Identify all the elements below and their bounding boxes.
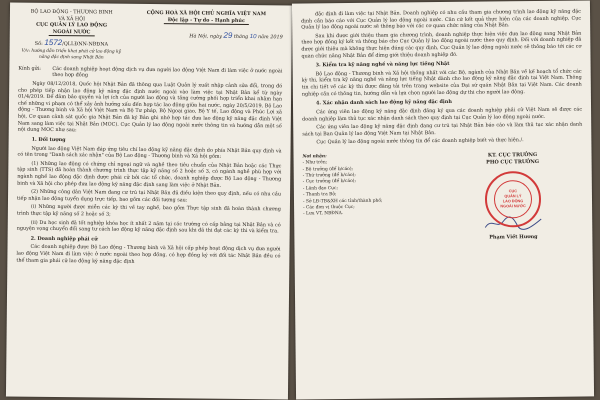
recipient-item: - Thanh tra Bộ;	[302, 192, 337, 198]
list-item: (ii) Du học sinh đã tốt nghiệp khóa học ít nhất 2 năm tại các trường có cấp bằng tại Nhật Bản và có nguyện vọng chuyển đổi sang tư cách lao động kỹ năng đặc định sau khi đã thi đạt các kỳ thi và kiểm tra.	[16, 219, 281, 235]
recipient-item: - Lãnh đạo Cục;	[302, 185, 338, 192]
recipient-block	[18, 65, 282, 81]
continued-paragraph: đặc định đi làm việc tại Nhật Bản. Doanh nghiệp có nhu cầu tham gia chương trình lao động kỹ năng đặc định cần báo cáo với Cục Quản lý lao động ngoài nước. Căn cứ kết quả thực hiện của các doanh nghiệp, Cục Quản lý lao động ngoài nước sẽ thông báo với các cơ quan chức năng của Nhật Bản.	[301, 8, 582, 31]
list-item: (1) Những lao động có chứng chỉ ngoại ngữ và nghề theo tiêu chuẩn của Nhật Bản hoặc các Thực tập sinh (TTS) đã hoàn thành chương trình thực tập kỹ năng số 2 hoặc số 3, có ngành nghề phù hợp với ngành nghề lao động đặc định được phái cử bởi các tổ chức, doanh nghiệp được Bộ Lao động - Thương binh và Xã hội cho phép đưa lao động kỹ năng đặc định sang làm việc ở Nhật Bản.	[17, 160, 282, 189]
section-heading-4: 4. Xác nhận danh sách lao động kỹ năng đặc định	[315, 99, 452, 107]
date-day-handwritten: 29	[223, 30, 233, 41]
signer-position: PHÓ CỤC TRƯỞNG	[486, 158, 540, 166]
recipient-item: - Cục trưởng (để b/cáo);	[302, 179, 356, 185]
section-heading-1: 1. Đối tượng	[31, 136, 66, 144]
national-motto: Độc lập - Tự do - Hạnh phúc	[164, 17, 249, 26]
section-3-paragraph: Bộ Lao động - Thương binh và Xã hội thống nhất với các Bộ, ngành của Nhật Bản về kế hoạch tổ chức các kỳ thi, kiểm tra kỹ năng nghề và năng lực tiếng Nhật dành cho lao động kỹ năng đặc định tại Việt Nam. Thông tin chi tiết về các kỳ thi được đăng tải trên trang website của Đại sứ quán Nhật Bản tại Việt Nam. Các doanh nghiệp cần có thông tin, hướng dẫn và lựa chọn người lao động dự thi cho người lao động.	[301, 68, 582, 98]
doc-subject: V/v: hướng dẫn triển khai phái cử lao động kỹ năng đặc định sang Nhật Bản	[21, 48, 122, 61]
signature-area	[303, 152, 584, 243]
intro-paragraph: Ngày 08/12/2018, Quốc hội Nhật Bản đã thông qua Luật Quản lý xuất nhập cảnh sửa đổi, trong đó cho phép tiếp nhận lao động kỹ năng đặc định nước ngoài vào làm việc tại Nhật Bản kể từ ngày 01/4/2019. Để đảm bảo quyền và lợi ích của người lao động và tăng cường phối hợp triển khai nhằm hạn chế những vi phạm có thể xảy ảnh hưởng xấu đến hợp tác lao động giữa hai nước, ngày 20/5/2019, Bộ Lao động - Thương binh và Xã hội Việt Nam và Bộ Tư pháp, Bộ Ngoại giao, Bộ Y tế, Lao động và Phúc Lợi xã hội, Cơ quan cảnh sát quốc gia Nhật Bản đã ký Bản ghi nhớ hợp tác đưa lao động kỹ năng đặc định Việt Nam sang làm việc tại Nhật Bản (MOC). Cục Quản lý lao động ngoài nước thông tin và hướng dẫn một số nội dung MOC như sau:	[17, 80, 283, 134]
signer-name: Phạm Viết Hương	[489, 233, 538, 241]
closing-paragraph: Cục Quản lý lao động ngoài nước thông tin để các doanh nghiệp biết và thực hiện./.	[316, 137, 524, 146]
recipients-list	[303, 153, 438, 243]
seal-text: NGOÀI NƯỚC	[500, 204, 526, 209]
section-4-paragraph-2: Các ứng viên lao động kỹ năng đặc định đang cư trú tại Nhật Bản báo cáo và làm thủ tục xác nhận danh sách tại Ban Quản lý lao động Việt Nam tại Nhật Bản.	[302, 121, 583, 138]
recipient-item: - Sở LĐ-TB&XH các tỉnh/thành phố;	[302, 198, 383, 205]
list-item: (2) Những công dân Việt Nam đang cư trú tại Nhật Bản đủ điều kiện theo quy định, nếu có nhu cầu tiếp nhận lao động tuyển dụng trực tiếp, bao gồm các đối tượng sau:	[16, 188, 282, 204]
doc-date	[130, 30, 283, 42]
document-header	[18, 9, 283, 64]
document-page-2	[292, 0, 594, 399]
section-4-paragraph: Các ứng viên lao động kỹ năng đặc định đăng ký qua các doanh nghiệp phải cử Việt Nam sẽ được các doanh nghiệp làm thủ tục xác nhận danh sách theo quy định tại Cục Quản lý lao động ngoài nước.	[302, 106, 583, 123]
section-1-paragraph: Người lao động Việt Nam đáp ứng tiêu chí lao động kỹ năng đặc định do phía Nhật Bản quy định và có tên trong "Danh sách xác nhận" của Bộ Lao động - Thương binh và Xã hội gồm:	[17, 145, 282, 160]
recipient-item: - Các đơn vị thuộc Cục;	[303, 204, 355, 211]
section-2-paragraph-2: Sau khi được giới thiệu tham gia chương trình, doanh nghiệp thực hiện việc đưa lao động sang Nhật Bản theo hợp đồng ký kết và thông báo cho Cục Quản lý lao động ngoài nước theo quy định. Đối với doanh nghiệp đã được giới thiệu mà không thực hiện đúng các quy định, Cục Quản lý lao động ngoài nước sẽ thông báo tới các cơ quan chức năng Nhật Bản để dừng giới thiệu doanh nghiệp đó.	[301, 30, 582, 60]
seal-text: QUẢN LÝ	[504, 194, 522, 199]
doc-number-label: Số:	[34, 41, 43, 48]
issuing-agency	[18, 9, 124, 62]
signer-title: KT. CỤC TRƯỞNG	[487, 151, 538, 159]
ministry-name-cont: VÀ XÃ HỘI	[58, 15, 86, 22]
seal-text: LAO ĐỘNG	[502, 199, 524, 204]
doc-number-code: /QLLĐNN-NBĐNA	[62, 41, 109, 49]
recipient-item: - Như trên;	[302, 160, 328, 166]
recipient-item: - Thứ trưởng (để b/cáo);	[302, 173, 356, 179]
date-prefix: Hà Nội, ngày	[189, 33, 222, 40]
ministry-name: BỘ LAO ĐỘNG - THƯƠNG BINH	[30, 8, 113, 16]
department-name-cont: NGOÀI NƯỚC	[49, 29, 95, 37]
seal-text: CỤC	[508, 189, 518, 194]
date-suffix: năm 2019	[257, 34, 283, 41]
section-2-paragraph: Các doanh nghiệp được Bộ Lao động - Thương binh và Xã hội cấp phép hoạt động dịch vụ đưa người lao động Việt Nam đi làm việc ở nước ngoài theo hợp đồng, có hợp đồng ký với đối tác Nhật Bản đều có thể tham gia phái cử lao động kỹ năng đặc định	[16, 244, 281, 265]
document-page-1	[6, 3, 292, 400]
section-heading-3: 3. Kiểm tra kỹ năng nghề và năng lực tiếng Nhật	[315, 61, 450, 69]
section-heading-2: 2. Doanh nghiệp phái cử	[30, 235, 98, 243]
date-month-handwritten: 10	[249, 34, 257, 41]
department-name: CỤC QUẢN LÝ LAO ĐỘNG	[36, 22, 108, 29]
national-header	[129, 10, 283, 63]
recipients-title: Nơi nhận:	[302, 154, 327, 160]
nation-name: CỘNG HOÀ XÃ HỘI CHỦ NGHĨA VIỆT NAM	[146, 9, 267, 18]
list-item: (i) Những người được miễn các kỳ thi về tay nghề, bao gồm Thực tập sinh đã hoàn thành chương trình thực tập kỹ năng số 2 hoặc số 3;	[16, 204, 281, 218]
recipient-label: Kính gửi:	[18, 65, 41, 72]
recipient-text: Các doanh nghiệp hoạt động dịch vụ đưa người lao động Việt Nam đi làm việc ở nước ngoài theo hợp đồng	[52, 65, 283, 79]
doc-number-handwritten: 1572	[44, 38, 63, 48]
date-mid: tháng	[233, 34, 249, 41]
recipient-item: - Bộ trưởng (để b/cáo);	[302, 166, 354, 173]
signer-block	[443, 152, 584, 242]
recipient-item: - Lưu VT, NBĐNA.	[303, 211, 344, 217]
